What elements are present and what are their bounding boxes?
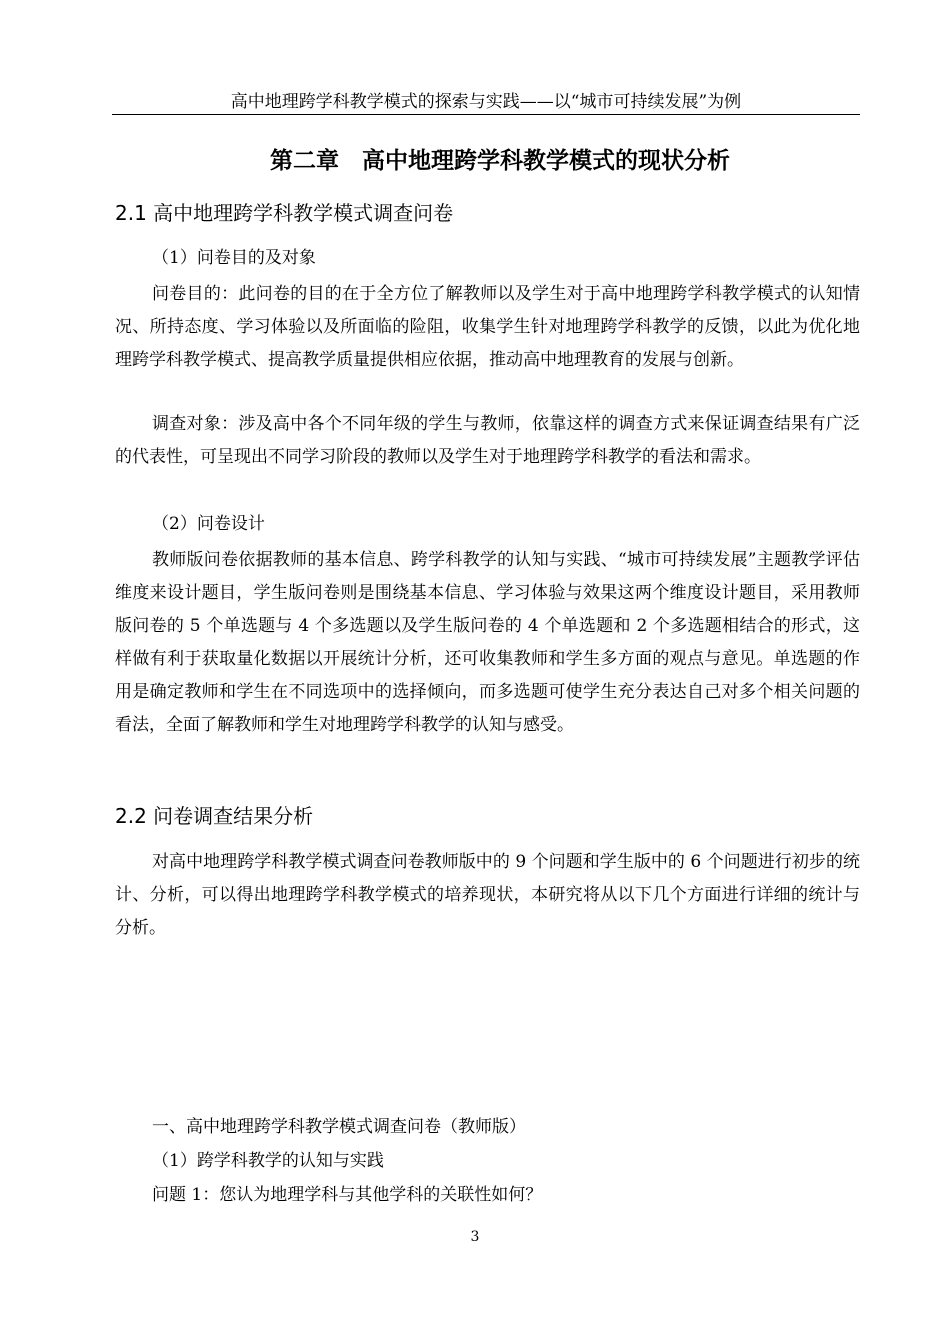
subheading-design: （2）问卷设计 <box>152 514 265 534</box>
teacher-survey-question1: 问题 1：您认为地理学科与其他学科的关联性如何？ <box>152 1185 543 1205</box>
page-number: 3 <box>470 1229 480 1245</box>
paragraph-design: 教师版问卷依据教师的基本信息、跨学科教学的认知与实践、“城市可持续发展”主题教学评估维度来设计题目，学生版问卷则是围绕基本信息、学习体验与效果这两个维度设计题目，采用教师版问卷的 5 个单选题与 4 个多选题以及学生版问卷的 4 个单选题和 2 个多选题相结合的形式，这样做有利于获取量化数据以开展统计分析，还可收集教师和学生多方面的观点与意见。单选题的作用是确定教师和学生在不同选项中的选择倾向，而多选题可使学生充分表达自己对多个相关问题的看法，全面了解教师和学生对地理跨学科教学的认知与感受。 <box>115 550 860 735</box>
paragraph-purpose: 问卷目的：此问卷的目的在于全方位了解教师以及学生对于高中地理跨学科教学模式的认知情况、所持态度、学习体验以及所面临的险阻，收集学生针对地理跨学科教学的反馈，以此为优化地理跨学科教学模式、提高教学质量提供相应依据，推动高中地理教育的发展与创新。 <box>115 284 860 370</box>
running-header: 高中地理跨学科教学模式的探索与实践——以“城市可持续发展”为例 <box>230 92 742 112</box>
section-heading-2-1: 2.1 高中地理跨学科教学模式调查问卷 <box>115 201 454 225</box>
header-divider <box>112 114 860 115</box>
teacher-survey-part1: （1）跨学科教学的认知与实践 <box>152 1151 384 1171</box>
paragraph-results-intro: 对高中地理跨学科教学模式调查问卷教师版中的 9 个问题和学生版中的 6 个问题进行初步的统计、分析，可以得出地理跨学科教学模式的培养现状，本研究将从以下几个方面进行详细的统计与分析。 <box>115 852 860 938</box>
section-heading-2-2: 2.2 问卷调查结果分析 <box>115 804 314 828</box>
chapter-title: 第二章 高中地理跨学科教学模式的现状分析 <box>270 148 730 174</box>
subheading-purpose-target: （1）问卷目的及对象 <box>152 248 316 268</box>
paragraph-target: 调查对象：涉及高中各个不同年级的学生与教师，依靠这样的调查方式来保证调查结果有广泛的代表性，可呈现出不同学习阶段的教师以及学生对于地理跨学科教学的看法和需求。 <box>115 414 860 467</box>
teacher-survey-title: 一、高中地理跨学科教学模式调查问卷（教师版） <box>152 1117 526 1137</box>
